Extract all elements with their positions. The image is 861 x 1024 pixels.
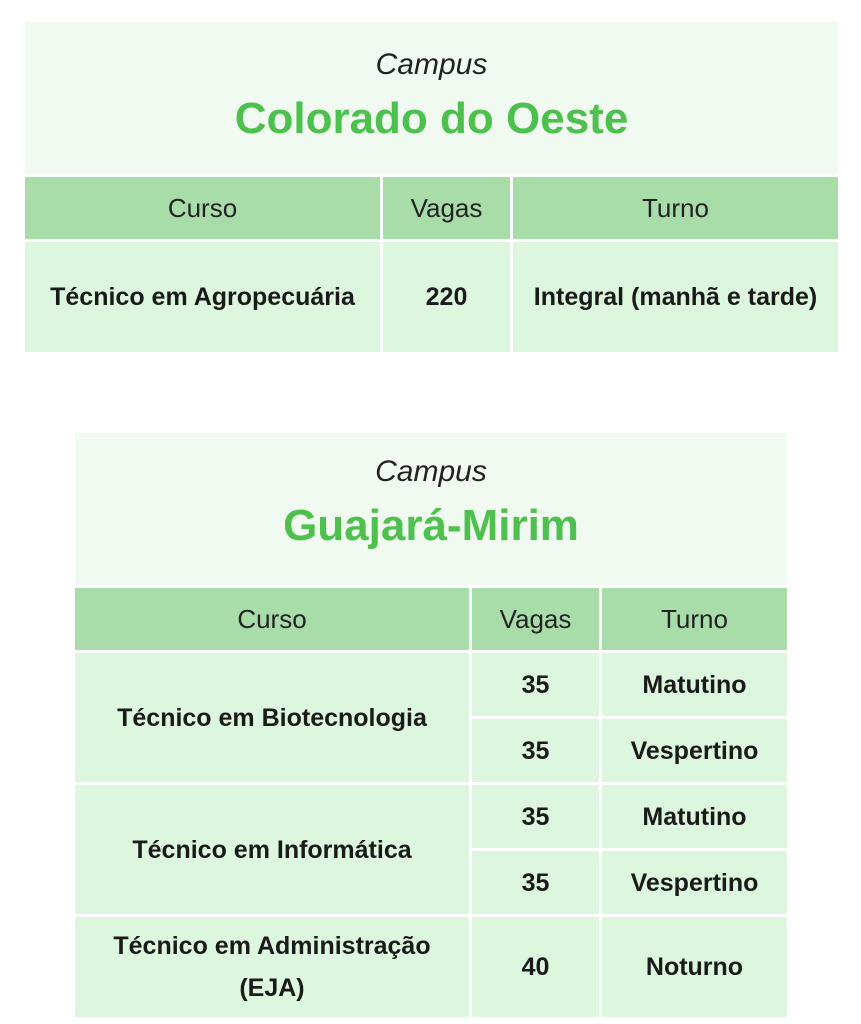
cell-vagas: 220 bbox=[383, 242, 510, 352]
table-header-row bbox=[75, 588, 787, 650]
table-row bbox=[75, 917, 787, 1017]
cell-turno: Vespertino bbox=[602, 719, 787, 782]
header-vagas: Vagas bbox=[472, 588, 599, 650]
table-row bbox=[75, 785, 787, 848]
cell-turno: Integral (manhã e tarde) bbox=[513, 242, 838, 352]
cell-vagas: 35 bbox=[472, 851, 599, 914]
cell-vagas: 40 bbox=[472, 917, 599, 1017]
cell-turno: Vespertino bbox=[602, 851, 787, 914]
campus-header bbox=[25, 22, 838, 174]
header-vagas: Vagas bbox=[383, 177, 510, 239]
cell-turno: Noturno bbox=[602, 917, 787, 1017]
header-turno: Turno bbox=[602, 588, 787, 650]
table-header-row bbox=[25, 177, 838, 239]
campus-name: Guajará-Mirim bbox=[283, 501, 579, 550]
campus-name: Colorado do Oeste bbox=[234, 94, 629, 143]
header-turno: Turno bbox=[513, 177, 838, 239]
cell-vagas: 35 bbox=[472, 653, 599, 716]
cell-curso: Técnico em Biotecnologia bbox=[75, 653, 469, 782]
table-row bbox=[75, 653, 787, 716]
cell-curso: Técnico em Informática bbox=[75, 785, 469, 914]
campus-label: Campus bbox=[375, 48, 488, 81]
campus-colorado-block bbox=[25, 22, 838, 355]
campus-guajara-block bbox=[75, 433, 787, 1020]
campus-label: Campus bbox=[375, 455, 487, 488]
courses-table bbox=[72, 585, 790, 1020]
cell-turno: Matutino bbox=[602, 653, 787, 716]
cell-curso: Técnico em Administração (EJA) bbox=[75, 917, 469, 1017]
cell-curso: Técnico em Agropecuária bbox=[25, 242, 380, 352]
cell-vagas: 35 bbox=[472, 785, 599, 848]
cell-vagas: 35 bbox=[472, 719, 599, 782]
cell-turno: Matutino bbox=[602, 785, 787, 848]
courses-table bbox=[22, 174, 841, 355]
campus-header bbox=[75, 433, 787, 585]
header-curso: Curso bbox=[75, 588, 469, 650]
table-row bbox=[25, 242, 838, 352]
header-curso: Curso bbox=[25, 177, 380, 239]
